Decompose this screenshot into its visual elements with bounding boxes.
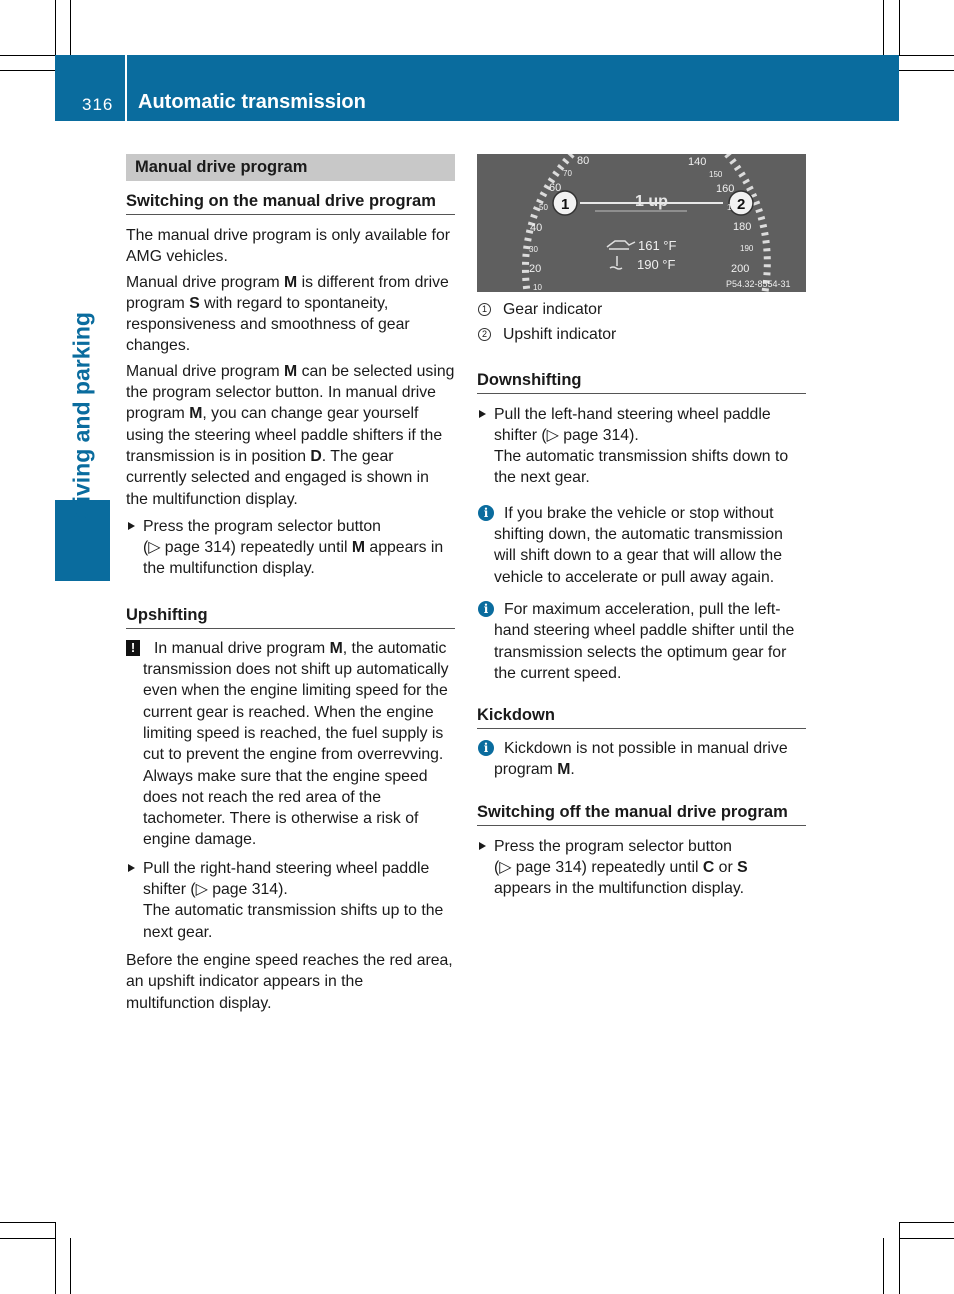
heading-downshifting: Downshifting bbox=[477, 371, 806, 394]
instruction-step: Press the program selector button (▷ page 314) repeatedly until M appears in the multifunction display. bbox=[126, 516, 455, 580]
heading-kickdown: Kickdown bbox=[477, 706, 806, 729]
paragraph: Manual drive program M is different from drive program S with regard to spontaneity, responsiveness and smoothness of gear changes. bbox=[126, 273, 449, 355]
bullet-arrow-icon bbox=[479, 410, 486, 418]
gear-indicator-text: 1 up bbox=[635, 193, 668, 210]
tick-label: 150 bbox=[709, 170, 723, 179]
paragraph: Before the engine speed reaches the red area, an upshift indicator appears in the multifunction display. bbox=[126, 951, 453, 1012]
tick-label: 190 bbox=[740, 244, 754, 253]
info-note: i Kickdown is not possible in manual drive program M. bbox=[477, 738, 806, 781]
figure-legend-item: 1 Gear indicator bbox=[477, 299, 806, 320]
crop-mark bbox=[55, 0, 56, 55]
tick-label: 200 bbox=[731, 263, 750, 275]
crop-mark bbox=[70, 1238, 71, 1294]
info-note: i If you brake the vehicle or stop without shifting down, the automatic transmission will shift down to a gear that will allow the vehicle to accelerate or pull away again. bbox=[477, 503, 806, 588]
crop-mark bbox=[899, 0, 900, 55]
tick-label: 60 bbox=[549, 182, 562, 194]
crop-mark bbox=[899, 55, 954, 56]
page-number: 316 bbox=[82, 95, 114, 114]
info-icon: i bbox=[478, 740, 494, 756]
crop-mark bbox=[0, 55, 55, 56]
right-column bbox=[477, 154, 806, 900]
info-icon: i bbox=[478, 601, 494, 617]
header-divider bbox=[125, 55, 127, 121]
heading-switch-on: Switching on the manual drive program bbox=[126, 192, 455, 215]
crop-mark bbox=[899, 1222, 900, 1294]
tick-label: 170 bbox=[727, 203, 741, 212]
bullet-arrow-icon bbox=[128, 522, 135, 530]
instrument-cluster-figure bbox=[477, 154, 806, 292]
crop-mark bbox=[899, 1238, 954, 1239]
tick-label: 70 bbox=[563, 169, 572, 178]
tick-label: 40 bbox=[530, 222, 543, 234]
crop-mark bbox=[55, 1222, 56, 1294]
crop-mark bbox=[883, 0, 884, 55]
left-column bbox=[126, 154, 455, 1014]
bullet-arrow-icon bbox=[128, 864, 135, 872]
tick-label: 10 bbox=[533, 283, 542, 292]
tick-label: 160 bbox=[716, 183, 735, 195]
instruction-step: Pull the left-hand steering wheel paddle shifter (▷ page 314). The automatic transmission shifts down to the next gear. bbox=[477, 404, 806, 489]
paragraph: The manual drive program is only available for AMG vehicles. bbox=[126, 227, 450, 266]
info-note: i For maximum acceleration, pull the left-hand steering wheel paddle shifter until the transmission selects the optimum gear for the current speed. bbox=[477, 599, 806, 684]
callout-marker: 1 bbox=[478, 303, 491, 316]
crop-mark bbox=[0, 70, 55, 71]
paragraph: Manual drive program M can be selected using the program selector button. In manual drive program M, you can change gear yourself using the steering wheel paddle shifters if the transmission is in position D. The gear currently selected and engaged is shown in the multifunction display. bbox=[126, 362, 455, 508]
callout-marker: 2 bbox=[478, 328, 491, 341]
tick-label: 50 bbox=[539, 203, 548, 212]
crop-mark bbox=[0, 1222, 55, 1223]
crop-mark bbox=[899, 1222, 954, 1223]
heading-switch-off: Switching off the manual drive program bbox=[477, 803, 806, 826]
coolant-temperature-reading: 190 °F bbox=[637, 257, 676, 272]
instruction-step: Press the program selector button (▷ page 314) repeatedly until C or S appears in the multifunction display. bbox=[477, 836, 806, 900]
tick-label: 30 bbox=[529, 245, 538, 254]
tick-label: 140 bbox=[688, 156, 707, 168]
oil-temperature-reading: 161 °F bbox=[638, 238, 677, 253]
crop-mark bbox=[899, 70, 954, 71]
bullet-arrow-icon bbox=[479, 842, 486, 850]
figure-reference: P54.32-8554-31 bbox=[726, 279, 791, 289]
tick-label: 20 bbox=[529, 263, 542, 275]
callout-1: 1 bbox=[561, 196, 570, 213]
warning-icon: ! bbox=[126, 640, 140, 656]
tick-label: 80 bbox=[577, 155, 590, 167]
instruction-step: Pull the right-hand steering wheel paddle shifter (▷ page 314). The automatic transmission shifts up to the next gear. bbox=[126, 858, 455, 943]
chapter-title: Automatic transmission bbox=[138, 91, 366, 113]
callout-2: 2 bbox=[737, 196, 746, 213]
info-icon: i bbox=[478, 505, 494, 521]
heading-upshifting: Upshifting bbox=[126, 606, 455, 629]
section-title: Manual drive program bbox=[126, 154, 455, 181]
speedometer-illustration bbox=[477, 154, 806, 292]
tick-label: 180 bbox=[733, 221, 752, 233]
crop-mark bbox=[70, 0, 71, 55]
warning-note: ! In manual drive program M, the automatic transmission does not shift up automatically even when the engine limiting speed for the current gear is reached. When the engine limiting speed is reached, the fuel supply is cut to prevent the engine from overrevving. Always make sure that the engine speed does not reach the red area of the tachometer. There is otherwise a risk of engine damage. bbox=[126, 638, 455, 851]
crop-mark bbox=[883, 1238, 884, 1294]
side-tab-label: Driving and parking bbox=[68, 312, 95, 528]
crop-mark bbox=[0, 1238, 55, 1239]
figure-legend-item: 2 Upshift indicator bbox=[477, 324, 806, 345]
